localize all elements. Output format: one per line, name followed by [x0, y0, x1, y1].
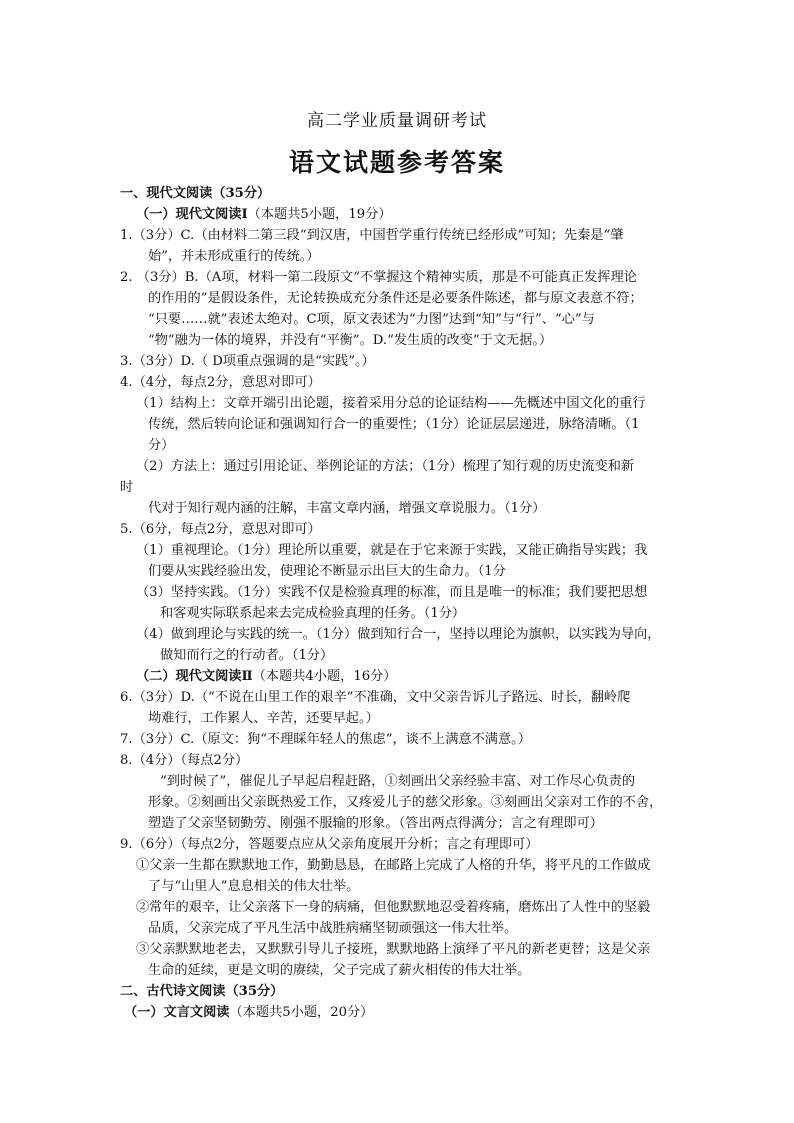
answer-text: （1）结构上：文章开端引出论题，接着采用分总的论证结构——先概述中国文化的重行: [136, 396, 646, 411]
answer-text: （1）重视理论。（1分）理论所以重要，就是在于它来源于实践，又能正确指导实践；我: [136, 543, 648, 558]
answer-text: 品质，父亲完成了平凡生活中战胜病痛坚韧顽强这一伟大壮举。: [148, 921, 518, 936]
text-line: [160, 645, 333, 666]
answer-text: 形象。②刻画出父亲既热爱工作，又疼爱儿子的慈父形象。③刻画出父亲对工作的不舍，: [148, 795, 663, 810]
answer-text: 坳难行，工作累人、辛苦，还要早起。）: [148, 711, 379, 726]
text-line: [136, 624, 661, 645]
text-line: [148, 708, 379, 729]
answer-text: 6.（3分）D.（“不说在山里工作的艰辛”不准确，文中父亲告诉儿子路远、时长，翻岭爬: [120, 690, 631, 705]
section-heading: 一、现代文阅读（35分）: [120, 186, 271, 201]
section-note: （本题共5小题，19分）: [247, 207, 392, 222]
text-line: [160, 603, 465, 624]
text-line: [120, 729, 531, 750]
answer-text: （4）做到理论与实践的统一。（1分）做到知行合一，坚持以理论为旗帜，以实践为导向，: [136, 627, 661, 642]
exam-title: 高二学业质量调研考试: [307, 111, 487, 131]
answer-text: 了与“山里人”息息相关的伟大壮举。: [148, 879, 360, 894]
answer-text: 们要从实践经验出发，使理论不断显示出巨大的生命力。（1分: [148, 564, 506, 579]
section-heading: （二）现代文阅读Ⅱ: [136, 669, 253, 684]
section-note: （本题共5小题，20分）: [229, 1005, 374, 1020]
text-line: [136, 855, 650, 876]
text-line: [148, 876, 359, 897]
text-line: [136, 582, 647, 603]
text-line: [136, 204, 392, 225]
text-line: [120, 834, 538, 855]
text-line: [148, 330, 552, 351]
answer-text: “只要……就”表述太绝对。C项，原文表述为“力图”达到“知”与“行”、“心”与: [148, 312, 595, 327]
answer-text: 3.（3分）D.（ D项重点强调的是“实践”。）: [120, 354, 375, 369]
answer-text: 始”，并未形成重行的传统。）: [148, 249, 320, 264]
answer-text: 2. （3分）B.（A项，材料一第二段原文“不掌握这个精神实质，那是不可能真正发挥理论: [120, 270, 637, 285]
text-line: [136, 666, 396, 687]
answer-text: 和客观实际联系起来去完成检验真理的任务。（1分）: [160, 606, 466, 621]
answer-text: 9.（6分）（每点2分，答题要点应从父亲角度展开分析；言之有理即可）: [120, 837, 539, 852]
text-line: [148, 498, 545, 519]
section-note: （本题共4小题，16分）: [252, 669, 397, 684]
answer-text: ③父亲默默地老去，又默默引导儿子接班，默默地路上演绎了平凡的新老更替；这是父亲: [136, 942, 651, 957]
answer-text: 塑造了父亲坚韧勤劳、刚强不服输的形象。（答出两点得满分；言之有理即可）: [148, 816, 603, 831]
answer-text: 代对于知行观内涵的注解，丰富文章内涵，增强文章说服力。（1分）: [148, 501, 546, 516]
text-line: [120, 750, 248, 771]
text-line: [148, 561, 506, 582]
answer-text: 的作用的”是假设条件，无论转换成充分条件还是必要条件陈述，都与原文表意不符；: [148, 291, 643, 306]
section-heading: 二、古代诗文阅读（35分）: [120, 984, 284, 999]
text-line: [148, 918, 517, 939]
answer-text: 5.（6分，每点2分，意思对即可）: [120, 522, 321, 537]
text-line: [148, 960, 530, 981]
text-line: [148, 309, 595, 330]
text-line: [136, 897, 650, 918]
answer-text: 分）: [148, 438, 175, 453]
answer-text: ②常年的艰辛，让父亲落下一身的病痛，但他默默地忍受着疼痛，磨炼出了人性中的坚毅: [136, 900, 651, 915]
text-line: [148, 813, 603, 834]
text-line: [120, 267, 637, 288]
text-line: [124, 1002, 373, 1023]
text-line: [120, 519, 321, 540]
answer-text: （3）坚持实践。（1分）实践不仅是检验真理的标准，而且是唯一的标准；我们要把思想: [136, 585, 648, 600]
answer-text: 时: [120, 480, 134, 495]
answer-text: 7.（3分）C.（原文：狗“不理睬年轻人的焦虑”，谈不上满意不满意。）: [120, 732, 531, 747]
text-line: [120, 183, 270, 204]
answer-text: “物”融为一体的境界，并没有“平衡”。D.“发生质的改变”于文无据。）: [148, 333, 553, 348]
answer-text: “到时候了”，催促儿子早起启程赶路，①刻画出父亲经验丰富、对工作尽心负责的: [160, 774, 636, 789]
text-line: [148, 246, 320, 267]
document-title: 语文试题参考答案: [288, 148, 505, 177]
answer-text: 做知而行之的行动者。（1分）: [160, 648, 334, 663]
section-heading: （一）现代文阅读Ⅰ: [136, 207, 248, 222]
text-line: [148, 414, 640, 435]
text-line: [136, 939, 650, 960]
text-line: [148, 288, 643, 309]
text-line: [136, 540, 647, 561]
text-line: [120, 225, 623, 246]
text-line: [148, 792, 662, 813]
answer-text: 4.（4分，每点2分，意思对即可）: [120, 375, 321, 390]
answer-text: 8.（4分）（每点2分）: [120, 753, 249, 768]
text-line: [136, 456, 634, 477]
text-line: [120, 687, 630, 708]
answer-text: 1.（3分）C.（由材料二第三段“到汉唐，中国哲学重行传统已经形成”可知；先秦是“肇: [120, 228, 624, 243]
text-line: [120, 981, 283, 1002]
text-line: [120, 351, 375, 372]
answer-text: ①父亲一生都在默默地工作，勤勤恳恳，在邮路上完成了人格的升华，将平凡的工作做成: [136, 858, 651, 873]
text-line: [160, 771, 635, 792]
text-line: [120, 372, 321, 393]
text-line: [120, 477, 133, 498]
text-line: [136, 393, 646, 414]
answer-text: （2）方法上：通过引用论证、举例论证的方法；（1分）梳理了知行观的历史流变和新: [136, 459, 635, 474]
answer-text: 传统，然后转向论证和强调知行合一的重要性；（1分）论证层层递进，脉络清晰。（1: [148, 417, 640, 432]
answer-text: 生命的延续，更是文明的赓续，父子完成了薪火相传的伟大壮举。: [148, 963, 531, 978]
text-line: [148, 435, 174, 456]
section-heading: （一）文言文阅读: [124, 1005, 230, 1020]
